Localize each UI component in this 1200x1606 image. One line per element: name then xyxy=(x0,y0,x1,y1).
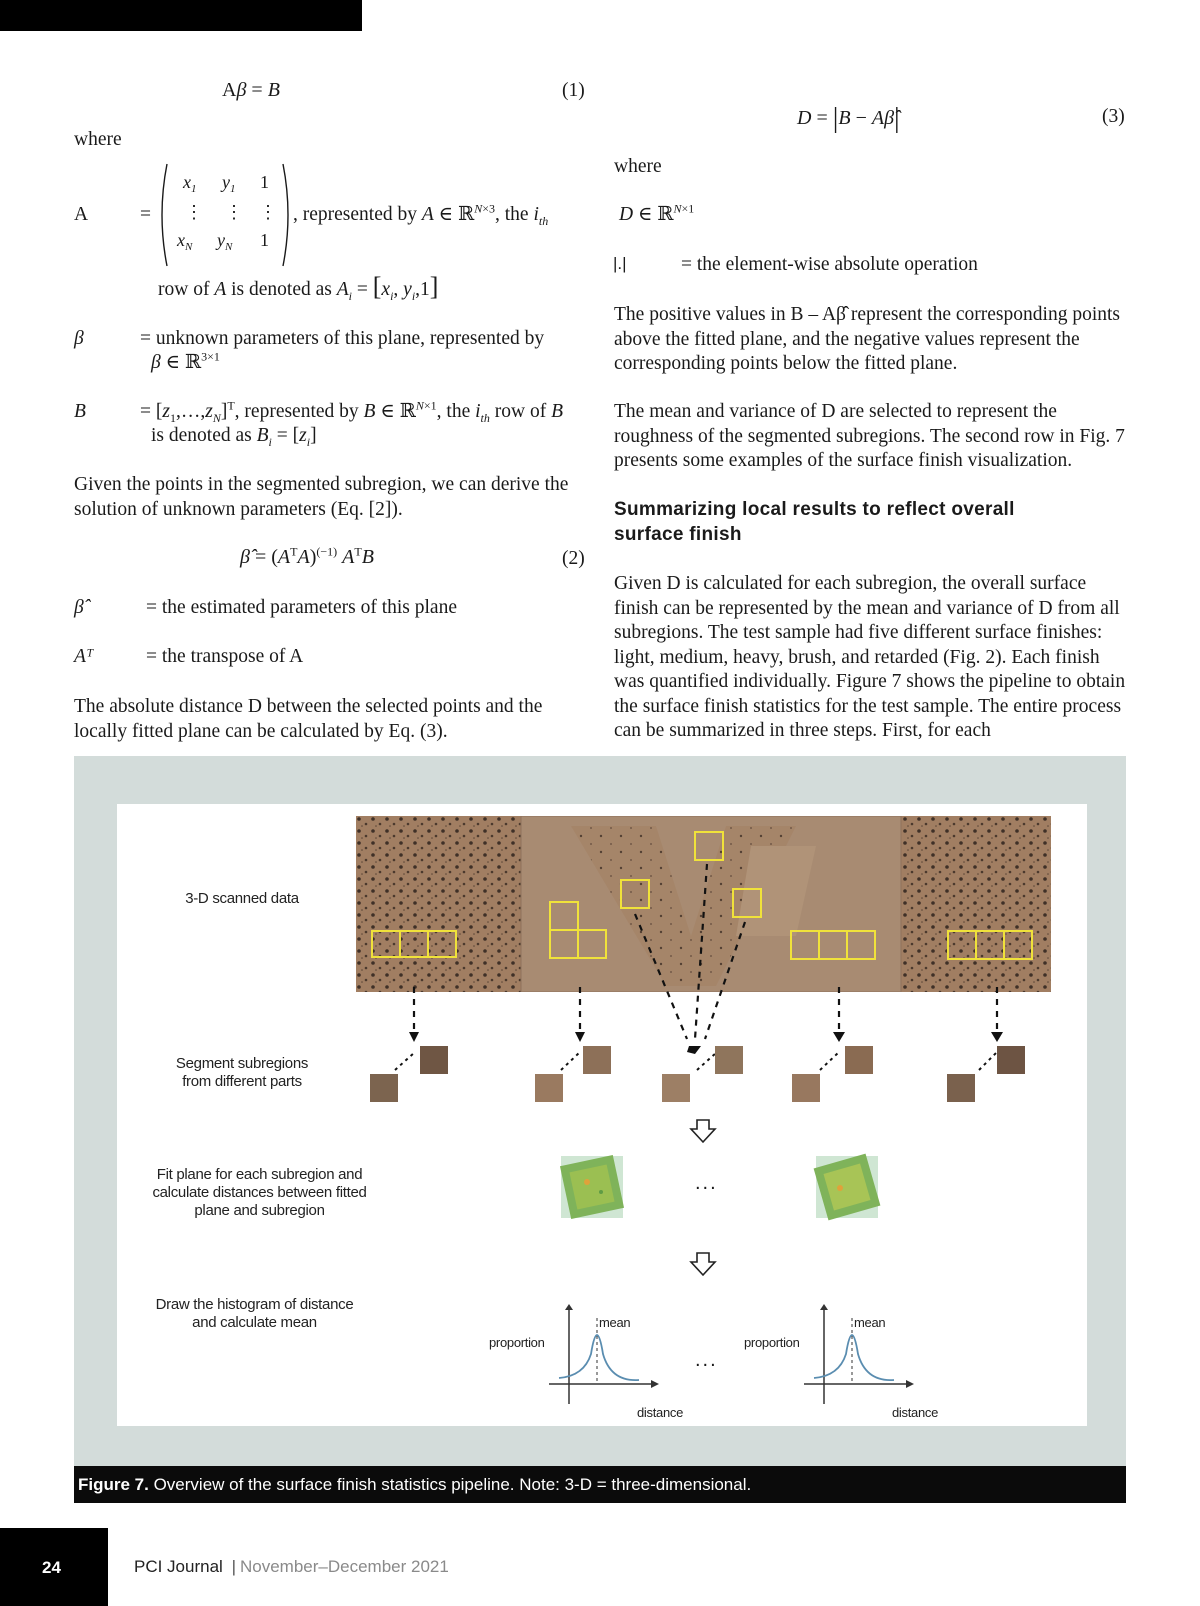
subregion-patch xyxy=(535,1074,563,1102)
paragraph-positive-values: The positive values in B – Aβ̂ represent the corresponding points above the fitted plane, and the negative values represent the corresponding points below the fitted plane. xyxy=(614,304,1120,374)
equation-1-number: (1) xyxy=(562,80,585,101)
svg-text:⋮: ⋮ xyxy=(259,202,277,222)
histogram-mean-label: mean xyxy=(599,1315,631,1330)
matrix-A xyxy=(155,160,295,270)
equation-3: D = |B − Aβ̂| xyxy=(797,103,900,134)
paragraph-derive-solution: Given the points in the segmented subregion, we can derive the solution of unknown parameters (Eq. [2]). xyxy=(74,474,569,520)
caption-text: Overview of the surface finish statistics pipeline. Note: 3-D = three-dimensional. xyxy=(148,1475,752,1494)
svg-text:1: 1 xyxy=(260,172,269,192)
subregion-patch xyxy=(715,1046,743,1074)
definition-D-text: D ∈ ℝ$^{N\times 1}$ xyxy=(619,201,695,225)
footer-separator: | xyxy=(231,1557,236,1576)
definition-transpose-text: = the transpose of A xyxy=(146,646,304,667)
histogram-xlabel: distance xyxy=(892,1405,939,1420)
page-number: 24 xyxy=(42,1558,61,1577)
definition-beta-text: = unknown parameters of this plane, represented by xyxy=(140,328,545,349)
ellipsis-histogram: ... xyxy=(695,1349,718,1371)
figure-7 xyxy=(74,756,1126,1466)
histogram-xlabel: distance xyxy=(637,1405,684,1420)
caption-label: Figure 7. xyxy=(78,1475,149,1494)
definition-abs-symbol: |.| xyxy=(613,254,627,273)
definition-A-symbol: A xyxy=(74,204,89,225)
ellipsis-fit: ... xyxy=(695,1172,718,1194)
down-arrow-icon xyxy=(688,1118,718,1144)
equation-1: Aβ = B xyxy=(222,79,280,101)
paragraph-summarizing: Given D is calculated for each subregion, the overall surface finish can be represented by the mean and variance of D from all subregions. The test sample had five different surface finishes: light, medium, heavy, brush, and retarded (Fig. 2). Each finish was quantified individually. Figure 7 shows the pipeline to obtain the surface finish statistics for the test sample. The entire process can be summarized in three steps. First, for each xyxy=(614,573,1126,741)
subregion-patch xyxy=(947,1074,975,1102)
step-3-label: Fit plane for each subregion and calculate distances between fitted plane and subregion xyxy=(152,1166,367,1219)
subregion-patch xyxy=(583,1046,611,1074)
top-black-bar xyxy=(0,0,362,31)
step-4-label: Draw the histogram of distance and calculate mean xyxy=(155,1296,354,1331)
definition-betahat-text: = the estimated parameters of this plane xyxy=(146,597,457,618)
down-arrow-icon xyxy=(688,1251,718,1277)
definition-abs-text: = the element-wise absolute operation xyxy=(681,254,978,275)
definition-B-symbol: B xyxy=(74,401,86,422)
footer-date: November–December 2021 xyxy=(239,1557,449,1576)
plane-fit-visualization xyxy=(812,1152,882,1222)
definition-A-equals: = xyxy=(140,204,151,225)
svg-text:⋮: ⋮ xyxy=(185,202,203,222)
footer xyxy=(134,1557,449,1577)
equation-2-number: (2) xyxy=(562,548,585,569)
step-2-label: Segment subregions from different parts xyxy=(175,1055,309,1090)
paragraph-mean-variance: The mean and variance of D are selected to represent the roughness of the segmented subregions. The second row in Fig. 7 presents some examples of the surface finish visualization. xyxy=(614,401,1125,471)
where-label-2: where xyxy=(614,156,662,177)
section-heading: Summarizing local results to reflect overall surface finish xyxy=(614,499,1015,545)
svg-text:y1: $y_1$ xyxy=(222,172,236,195)
paragraph-absolute-distance: The absolute distance D between the selected points and the locally fitted plane can be calculated by Eq. (3). xyxy=(74,696,543,742)
svg-text:yN: $y_N$ xyxy=(217,230,233,253)
step-1-label: 3-D scanned data xyxy=(185,890,299,907)
svg-text:x1: $x_1$ xyxy=(183,172,197,195)
page-number-badge xyxy=(0,1528,108,1606)
svg-text:xN: $x_N$ xyxy=(177,230,193,253)
equation-2: β̂ = $(A^TA)^{(-1)}$ $A^TB$ xyxy=(240,544,374,568)
figure-panel xyxy=(117,804,1087,1426)
distance-histogram xyxy=(529,1304,659,1414)
footer-journal: PCI Journal xyxy=(134,1557,223,1576)
definition-B-text: = $[z_1,\dots,z_N]^T$, represented by B ∈ ℝ$^{N\times 1}$, the $i_{th}$ row of B xyxy=(140,398,563,425)
definition-transpose-symbol: Aᵀ xyxy=(74,646,94,667)
distance-histogram xyxy=(784,1304,914,1414)
histogram-ylabel: proportion xyxy=(744,1335,800,1350)
definition-A-text-2: row of A is denoted as $A_i = [x_i$, $y_i,1$] xyxy=(158,272,439,303)
where-label-1: where xyxy=(74,129,122,150)
subregion-patch xyxy=(792,1074,820,1102)
definition-beta-symbol: β xyxy=(74,328,84,349)
subregion-patch xyxy=(370,1074,398,1102)
subregion-patch xyxy=(420,1046,448,1074)
plane-fit-visualization xyxy=(557,1152,627,1222)
histogram-mean-label: mean xyxy=(854,1315,886,1330)
definition-B-text-2: is denoted as $B_i = [z_i]$ xyxy=(151,425,317,449)
subregion-patch xyxy=(662,1074,690,1102)
equation-3-number: (3) xyxy=(1102,106,1125,127)
subregion-patch xyxy=(845,1046,873,1074)
definition-A-text: , represented by A ∈ ℝ$^{N\times 3}$, the $i_{th}$ xyxy=(293,201,549,228)
figure-caption xyxy=(74,1466,1126,1503)
definition-beta-text-2: β ∈ ℝ$^{3\times 1}$ xyxy=(151,349,220,373)
svg-text:⋮: ⋮ xyxy=(225,202,243,222)
histogram-ylabel: proportion xyxy=(489,1335,545,1350)
subregion-patch xyxy=(997,1046,1025,1074)
definition-betahat-symbol: β̂ xyxy=(74,597,84,618)
svg-text:1: 1 xyxy=(260,230,269,250)
